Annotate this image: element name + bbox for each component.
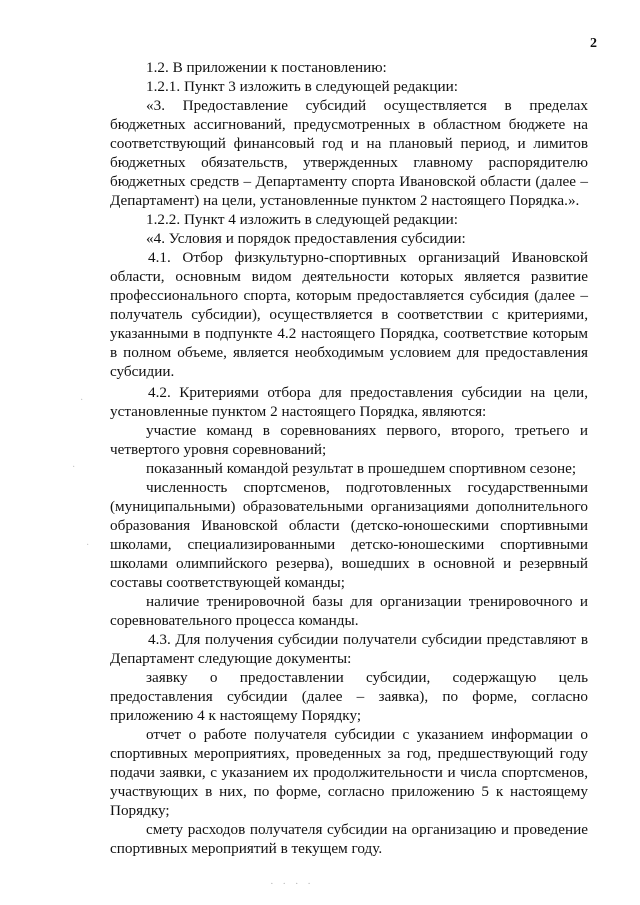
- criterion-training-base: наличие тренировочной базы для организации тренировочного и соревновательного процесса команды.: [110, 593, 588, 629]
- page-number: 2: [590, 36, 597, 51]
- paragraph-1-2: 1.2. В приложении к постановлению:: [146, 59, 387, 76]
- document-report: отчет о работе получателя субсидии с указанием информации о спортивных мероприятиях, проведенных за год, предшествующий году подачи заявки, с указанием их продолжительности и числа спортсменов, участвующих в них, по форме, согласно приложению 5 к настоящему Порядку;: [110, 726, 588, 819]
- criterion-athletes: численность спортсменов, подготовленных государственными (муниципальными) образовательными организациями дополнительного образования Ивановской области (детско-юношескими спортивными школами, специализированными детско-юношескими спортивными школами олимпийского резерва), вошедших в основной и резервный составы соответствующей команды;: [110, 479, 588, 591]
- document-budget-estimate: смету расходов получателя субсидии на организацию и проведение спортивных мероприятий в текущем году.: [110, 821, 588, 857]
- scan-speck: ·: [86, 540, 90, 551]
- paragraph-4-3: 4.3. Для получения субсидии получатели субсидии представляют в Департамент следующие документы:: [110, 631, 588, 667]
- paragraph-1-2-1: 1.2.1. Пункт 3 изложить в следующей редакции:: [146, 78, 459, 95]
- scan-speck: ·: [80, 395, 84, 406]
- paragraph-1-2-2: 1.2.2. Пункт 4 изложить в следующей редакции:: [146, 211, 459, 228]
- scan-noise: · · · ·: [270, 878, 314, 890]
- document-application: заявку о предоставлении субсидии, содержащую цель предоставления субсидии (далее – заявка), по форме, согласно приложению 4 к настоящему Порядку;: [110, 669, 588, 724]
- paragraph-4-1: 4.1. Отбор физкультурно-спортивных организаций Ивановской области, основным видом деятельности которых является развитие профессионального спорта, которым предоставляется субсидия (далее – получатель субсидии), осуществляется в соответствии с критериями, указанными в подпункте 4.2 настоящего Порядка, соответствие которым в полном объеме, является необходимым условием для предоставления субсидии.: [110, 249, 588, 380]
- paragraph-point-3: «3. Предоставление субсидий осуществляется в пределах бюджетных ассигнований, предусмотренных в областном бюджете на соответствующий финансовый год и на плановый период, и лимитов бюджетных обязательств, утвержденных главному распорядителю бюджетных средств – Департаменту спорта Ивановской области (далее – Департамент) на цели, установленные пунктом 2 настоящего Порядка.».: [110, 97, 588, 209]
- criterion-participation: участие команд в соревнованиях первого, второго, третьего и четвертого уровня соревнований;: [110, 422, 588, 458]
- paragraph-4-2: 4.2. Критериями отбора для предоставления субсидии на цели, установленные пунктом 2 настоящего Порядка, являются:: [110, 384, 588, 420]
- paragraph-point-4: «4. Условия и порядок предоставления субсидии:: [146, 230, 466, 247]
- criterion-result: показанный командой результат в прошедшем спортивном сезоне;: [146, 460, 577, 477]
- document-body: [110, 58, 588, 858]
- scan-speck: ·: [72, 462, 76, 473]
